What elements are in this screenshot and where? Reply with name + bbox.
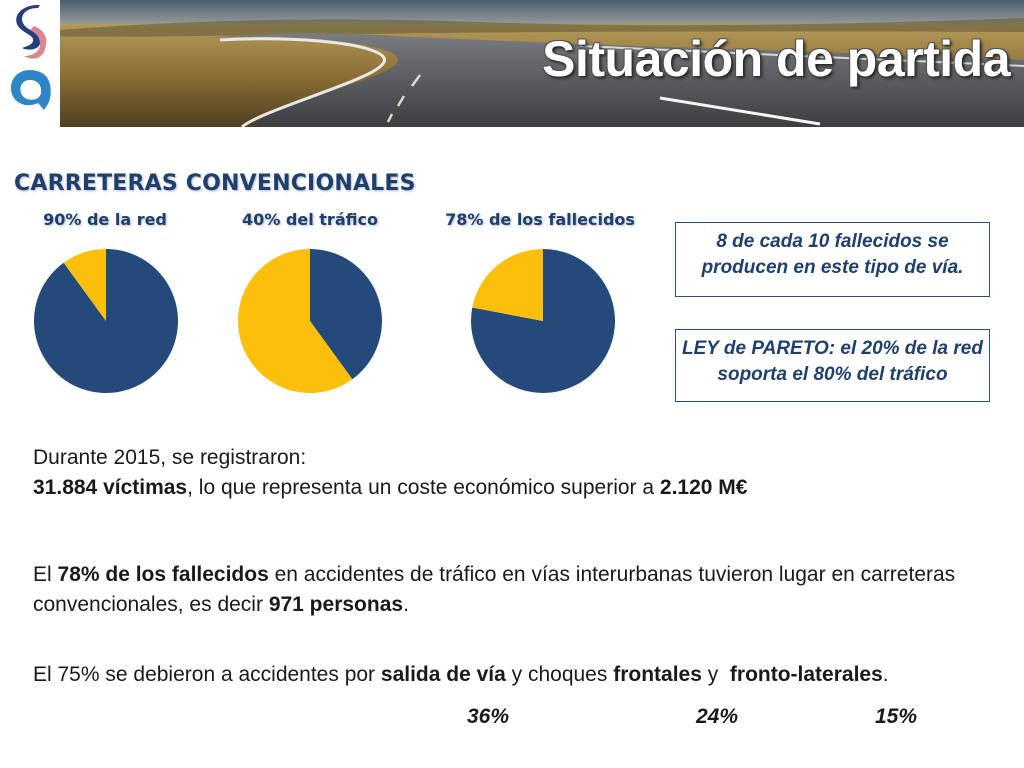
- pie-chart-trafico: [236, 247, 384, 395]
- victimas-intro: Durante 2015, se registraron:: [33, 446, 307, 469]
- fallecidos-pct: 78% de los fallecidos: [57, 563, 269, 586]
- pie-chart-red: [32, 247, 180, 395]
- info-box-fallecidos: [675, 222, 990, 297]
- victimas-text: , lo que representa un coste económico superior a: [187, 476, 660, 499]
- fallecidos-personas: 971 personas: [268, 593, 404, 616]
- road-banner-image: [60, 0, 1024, 127]
- header: [0, 0, 1024, 127]
- info-box-fallecidos-text: 8 de cada 10 fallecidos se producen en este tipo de vía.: [701, 231, 964, 278]
- info-box-pareto-text: LEY de PARETO: el 20% de la red soporta el 80% del tráfico: [682, 338, 983, 385]
- pie-chart-fallecidos: [469, 247, 617, 395]
- causa-salida-via: salida de vía: [380, 663, 506, 686]
- fallecidos-text-2: en accidentes de tráfico en vías interurbanas tuvieron lugar en carreteras convencionales, es decir: [33, 563, 956, 616]
- causas-text-4: .: [882, 663, 889, 686]
- causas-text-1: El 75% se debieron a accidentes por: [33, 663, 381, 686]
- causas-text-3: y: [701, 663, 730, 686]
- fallecidos-text-3: .: [403, 593, 409, 616]
- fallecidos-text-1: El: [33, 563, 58, 586]
- coste-value: 2.120 M€: [659, 476, 748, 499]
- causa-frontales: frontales: [613, 663, 702, 686]
- causas-text-2: y choques: [505, 663, 614, 686]
- pie-title-red: 90% de la red: [43, 210, 167, 229]
- pie-title-fallecidos: 78% de los fallecidos: [445, 210, 635, 229]
- logo: [0, 0, 60, 127]
- section-heading: CARRETERAS CONVENCIONALES: [14, 171, 416, 196]
- page-title: Situación de partida: [542, 31, 1010, 87]
- paragraph-victimas: [33, 443, 747, 503]
- pct-salida-via: 36%: [467, 705, 510, 728]
- pct-frontales: 24%: [696, 705, 739, 728]
- logo-icon: [0, 0, 60, 127]
- causa-fronto-laterales: fronto-laterales: [729, 663, 883, 686]
- paragraph-causas: [33, 660, 1003, 690]
- pie-title-trafico: 40% del tráfico: [242, 210, 378, 229]
- victimas-count: 31.884 víctimas: [33, 476, 188, 499]
- paragraph-fallecidos: [33, 560, 993, 620]
- info-box-pareto: [675, 329, 990, 402]
- pct-fronto-laterales: 15%: [875, 705, 918, 728]
